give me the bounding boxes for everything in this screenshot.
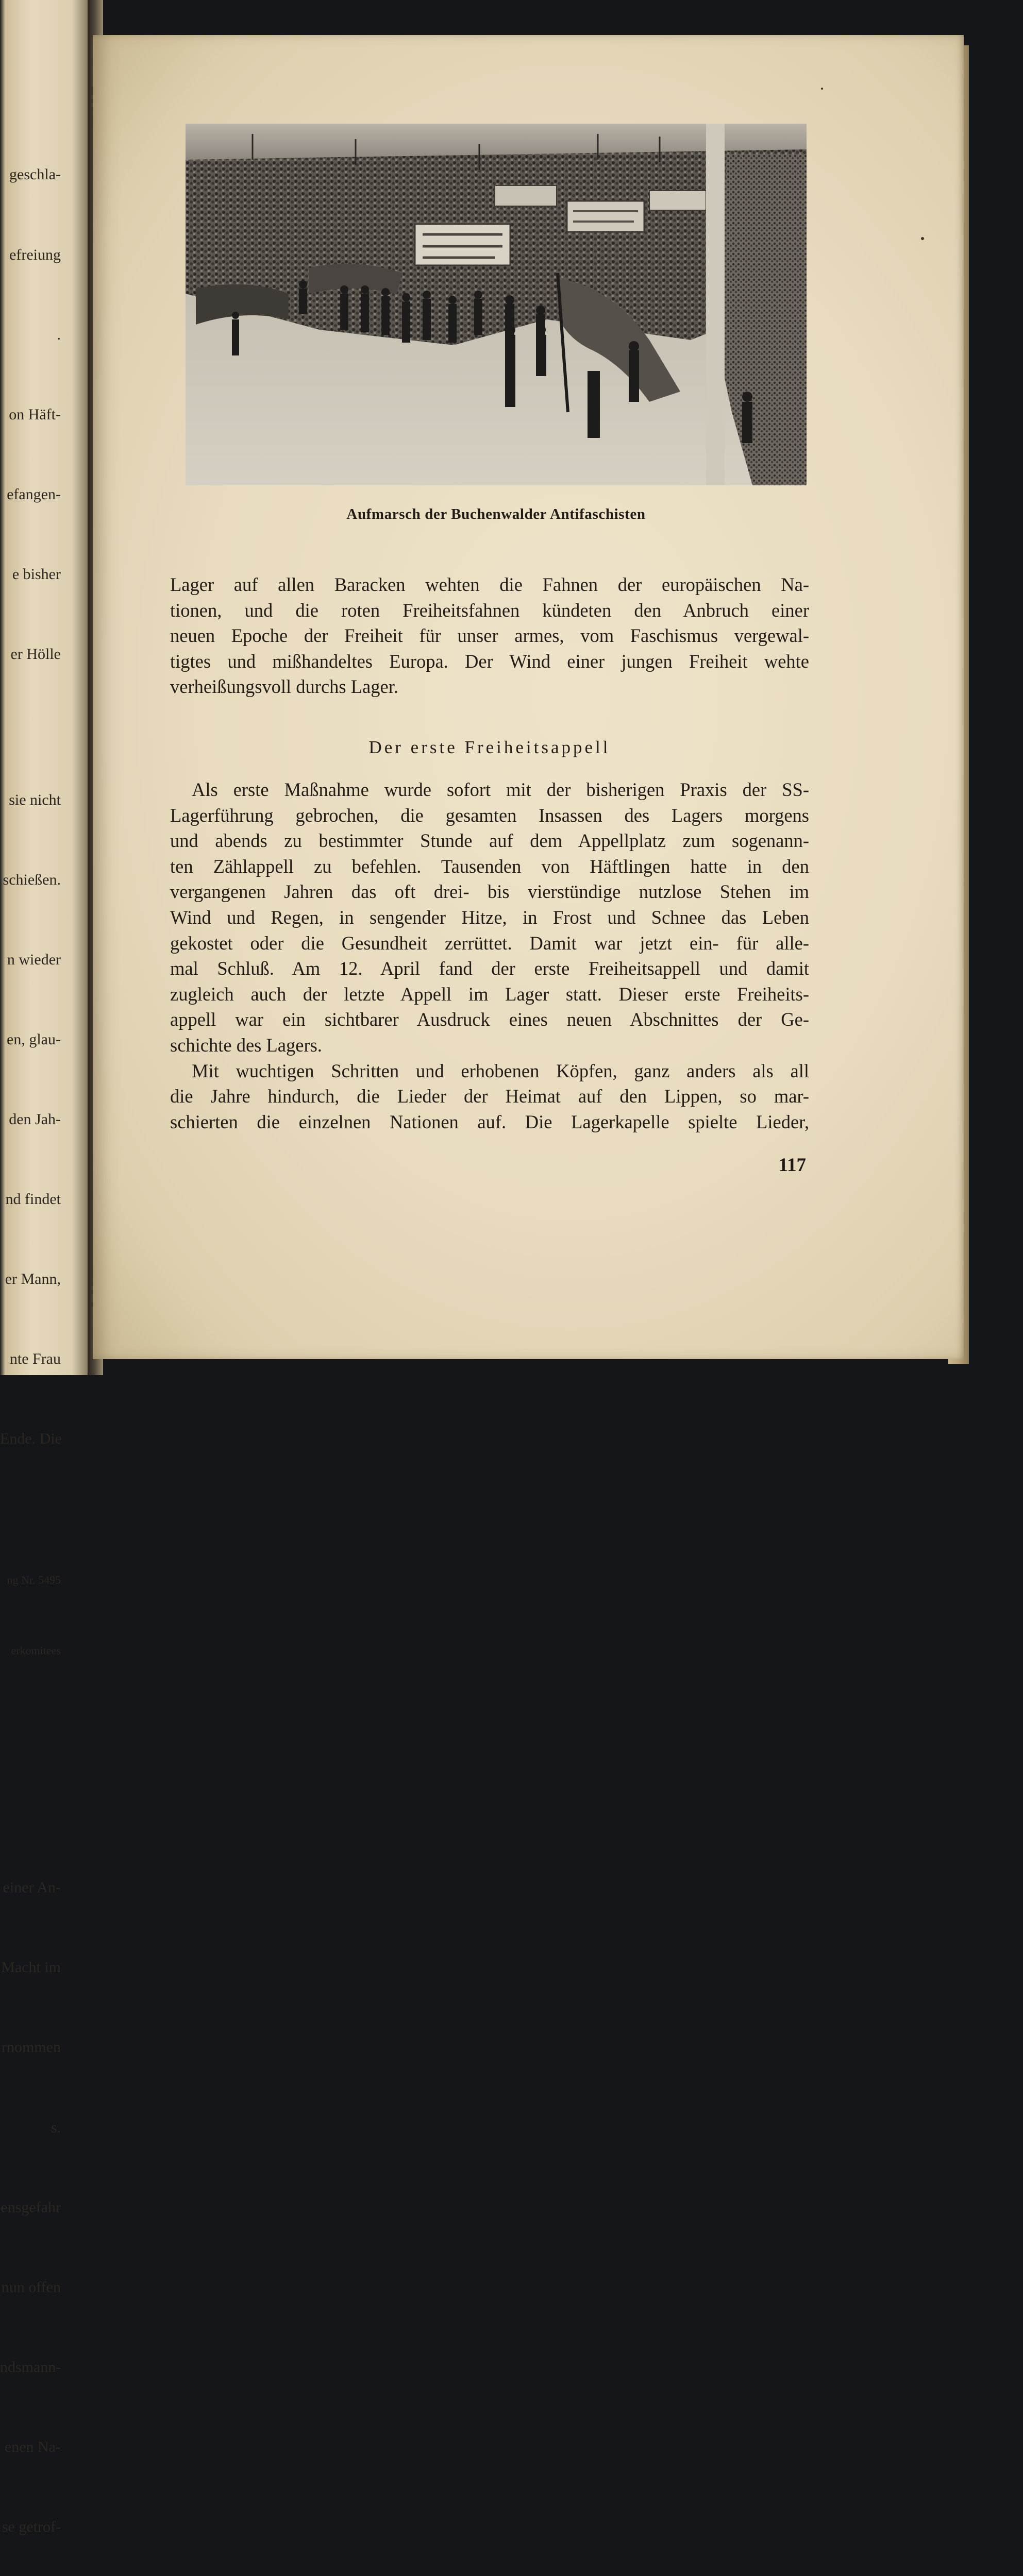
prev-line: den Jah- [9, 1111, 61, 1128]
prev-line: ndsmann- [0, 2358, 61, 2376]
prev-footnote-line: ng Nr. 5495 [7, 1573, 61, 1586]
prev-line: efangen- [7, 485, 61, 503]
text-line: die Jahre hindurch, die Lieder der Heimat auf den Lippen, so mar- [170, 1086, 809, 1107]
text-line: Lagerführung gebrochen, die gesamten Insassen des Lagers morgens [170, 804, 809, 826]
text-line: tionen, und die roten Freiheitsfahnen kündeten den Anbruch einer [170, 599, 809, 621]
photo-caption: Aufmarsch der Buchenwalder Antifaschisten [346, 506, 646, 522]
page-number: 117 [778, 1155, 806, 1176]
paper-speck [921, 237, 924, 240]
photo-illustration [186, 124, 807, 485]
text-line: neuen Epoche der Freiheit für unser armes, vom Faschismus vergewal- [170, 625, 809, 647]
section-heading: Der erste Freiheitsappell [368, 737, 611, 757]
text-line: verheißungsvoll durchs Lager. [170, 676, 398, 698]
paragraph-2 [170, 777, 809, 1134]
prev-line: ensgefahr [1, 2198, 61, 2216]
prev-line: rnommen [2, 2039, 61, 2056]
prev-line: e bisher [12, 565, 61, 583]
previous-page-text [0, 108, 61, 2576]
text-line: Lager auf allen Baracken wehten die Fahnen der europäischen Na- [170, 574, 809, 595]
prev-line: er Mann, [5, 1270, 61, 1288]
text-line: Mit wuchtigen Schritten und erhobenen Köpfen, ganz anders als all [192, 1060, 809, 1081]
prev-line: nd findet [5, 1191, 61, 1208]
prev-line: Ende. Die [0, 1430, 62, 1448]
text-line: schierten die einzelnen Nationen auf. Die Lagerkapelle spielte Lieder, [170, 1111, 809, 1132]
prev-footnote-line: erkomitees [11, 1644, 61, 1657]
prev-line: on Häft- [9, 405, 61, 423]
prev-line: . [57, 326, 61, 343]
prev-line: schießen. [3, 871, 61, 888]
text-line: Wind und Regen, in sengender Hitze, in Frost und Schnee das Leben [170, 906, 809, 928]
prev-line: s. [51, 2119, 61, 2136]
text-line: schichte des Lagers. [170, 1034, 322, 1056]
previous-page [0, 0, 92, 2536]
text-line: tigtes und mißhandeltes Europa. Der Wind einer jungen Freiheit wehte [170, 650, 809, 672]
text-line: zugleich auch der letzte Appell im Lager statt. Dieser erste Freiheits- [170, 983, 809, 1005]
paragraph-1 [170, 572, 809, 700]
text-line: Als erste Maßnahme wurde sofort mit der bisherigen Praxis der SS- [192, 779, 809, 800]
prev-line: sie nicht [9, 791, 61, 808]
text-line: vergangenen Jahren das oft drei- bis vierstündige nutzlose Stehen im [170, 881, 809, 903]
prev-line: nte Frau [9, 1350, 61, 1368]
prev-line: enen Na- [4, 2438, 61, 2455]
prev-line: einer An- [3, 1879, 61, 1896]
prev-line: er Hölle [10, 646, 61, 663]
prev-line: nun offen [1, 2278, 61, 2296]
prev-line: efreiung [9, 246, 61, 263]
prev-line: geschla- [9, 166, 61, 183]
text-line: gekostet oder die Gesundheit zerrüttet. Damit war jetzt ein- für alle- [170, 932, 809, 954]
prev-line: Macht im [1, 1959, 61, 1976]
prev-line: se getrof- [2, 2518, 61, 2536]
text-line: appell war ein sichtbarer Ausdruck eines neuen Abschnittes der Ge- [170, 1009, 809, 1030]
text-line: ten Zählappell zu befehlen. Tausenden von Häftlingen hatte in den [170, 855, 809, 877]
prev-line: en, glau- [7, 1030, 61, 1048]
text-line: und abends zu bestimmter Stunde auf dem Appellplatz zum sogenann- [170, 830, 809, 852]
photograph-march-of-antifascists [186, 124, 807, 485]
text-line: mal Schluß. Am 12. April fand der erste Freiheitsappell und damit [170, 958, 809, 979]
prev-line: n wieder [7, 951, 61, 968]
paper-speck [821, 88, 823, 90]
